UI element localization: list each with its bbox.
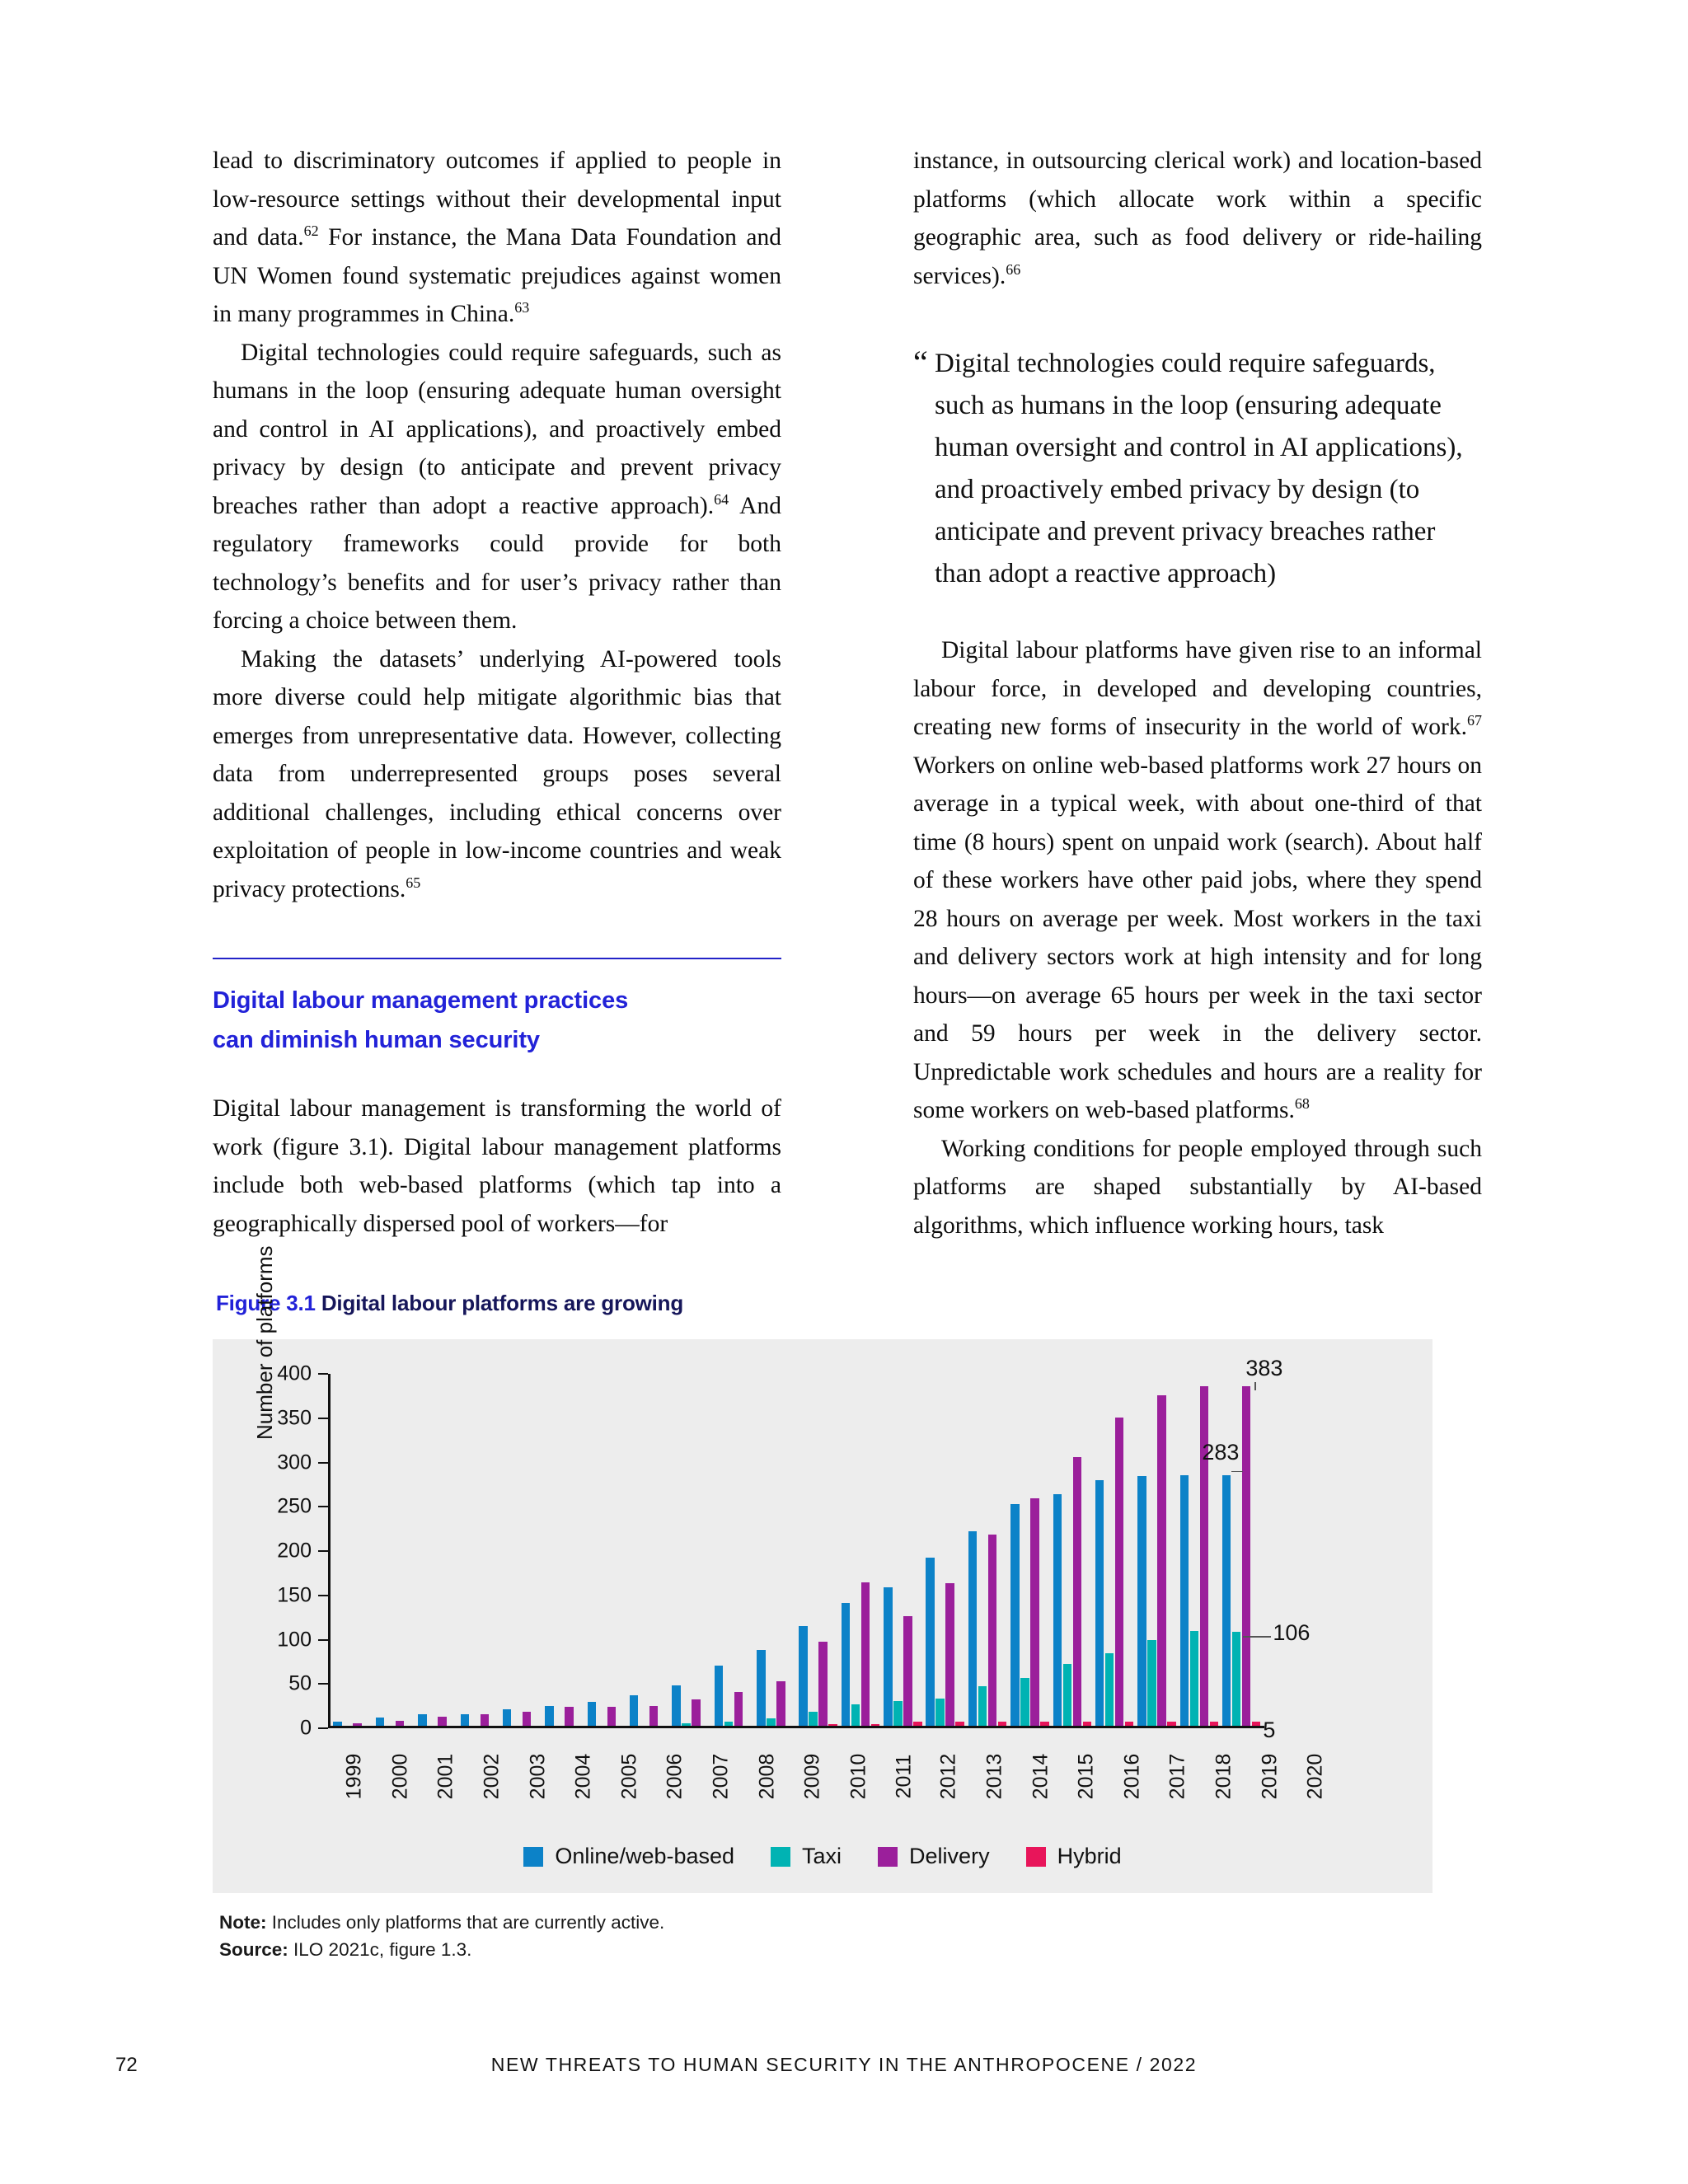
bar-group	[755, 1374, 797, 1726]
x-tick-label: 2006	[663, 1753, 687, 1800]
y-axis-title: Number of platforms	[252, 1245, 277, 1440]
footnote-marker: 65	[406, 874, 421, 891]
legend-item[interactable]	[878, 1844, 990, 1869]
bar	[1105, 1653, 1114, 1726]
leader-line	[1231, 1471, 1243, 1473]
bar	[565, 1707, 574, 1726]
paragraph: Working conditions for people employed through such platforms are shaped substantially by AI-based algorithms, which influence working hours, task	[913, 1135, 1482, 1239]
y-tick	[318, 1639, 328, 1641]
y-tick	[318, 1462, 328, 1464]
x-tick	[652, 1733, 698, 1800]
x-tick	[1018, 1733, 1064, 1800]
bar	[809, 1712, 818, 1726]
x-axis-labels	[331, 1733, 1327, 1800]
paragraph: lead to discriminatory outcomes if applied to people in low-resource settings without their developmental input and data.$^{62}$ For instance, the Mana Data Foundation and UN Women found systematic prejudices against women in many programmes in China.$^{63}$	[213, 148, 781, 327]
bar	[438, 1717, 447, 1726]
bar	[1030, 1498, 1039, 1726]
bar	[607, 1707, 617, 1726]
bar	[828, 1724, 837, 1726]
legend-item[interactable]	[523, 1844, 734, 1869]
bar	[1095, 1480, 1104, 1726]
bar	[903, 1616, 912, 1726]
x-tick-label: 2010	[846, 1753, 870, 1800]
paragraph: Digital labour platforms have given rise to an informal labour force, in developed and developing countries, creating new forms of insecurity in the world of work.$^{67}$ Workers on online web-based platforms work 27 hours on average in a typical week, with about one-third of that time (8 hours) spent on unpaid work (search). About half of these workers have other paid jobs, where they spend 28 hours on average per week. Most workers in the taxi and delivery sectors work at high intensity and for long hours—on average 65 hours per week in the taxi sector and 59 hours per week in the delivery sector. Unpredictable work schedules and hours are a reality for some workers on web-based platforms.$^{68}$	[913, 637, 1482, 1123]
bar	[1232, 1632, 1241, 1726]
bar	[818, 1642, 828, 1726]
footnote-marker: 64	[714, 490, 729, 508]
bar-group	[924, 1374, 966, 1726]
y-tick-label: 350	[277, 1406, 312, 1430]
x-tick	[469, 1733, 515, 1800]
bar	[1157, 1395, 1166, 1726]
x-tick-label: 2020	[1303, 1753, 1327, 1800]
bar	[861, 1582, 870, 1726]
x-tick-label: 2015	[1074, 1753, 1098, 1800]
x-tick	[377, 1733, 424, 1800]
legend-label: Taxi	[802, 1844, 842, 1868]
bar	[672, 1685, 681, 1726]
x-tick-label: 2005	[617, 1753, 641, 1800]
data-label: 283	[1202, 1439, 1240, 1465]
bar	[481, 1714, 490, 1726]
legend-item[interactable]	[771, 1844, 842, 1869]
bar	[1200, 1386, 1209, 1726]
x-tick-label: 2009	[800, 1753, 824, 1800]
legend-swatch	[878, 1847, 898, 1867]
paragraph: Making the datasets’ underlying AI-powered tools more diverse could help mitigate algorithmic bias that emerges from unrepresentative data. However, collecting data from underrepresented groups poses several additional challenges, including ethical concerns over exploitation of people in low-income countries and weak privacy protections.$^{65}$	[213, 645, 781, 902]
bar-group	[585, 1374, 627, 1726]
bar	[588, 1702, 597, 1726]
chart-legend	[213, 1844, 1432, 1869]
legend-label: Hybrid	[1057, 1844, 1122, 1868]
section-title-line-2: can diminish human security	[213, 1027, 540, 1053]
bar-group	[882, 1374, 924, 1726]
x-tick	[882, 1733, 926, 1799]
bar	[757, 1650, 766, 1726]
x-tick-label: 2002	[480, 1753, 504, 1800]
y-tick	[318, 1727, 328, 1729]
bar	[776, 1681, 785, 1726]
source-text: ILO 2021c, figure 1.3.	[288, 1939, 472, 1960]
x-tick-label: 2000	[387, 1753, 411, 1800]
y-tick	[318, 1550, 328, 1552]
bar	[884, 1587, 893, 1726]
bar	[767, 1718, 776, 1726]
section-body	[213, 1090, 781, 1243]
bar	[461, 1714, 470, 1726]
bar-group	[1178, 1374, 1220, 1726]
bar	[842, 1603, 851, 1726]
x-tick-label: 2001	[434, 1753, 457, 1800]
bar	[945, 1583, 954, 1726]
running-footer: NEW THREATS TO HUMAN SECURITY IN THE ANTHROPOCENE / 2022	[490, 2054, 1198, 2075]
bar	[1137, 1476, 1146, 1726]
right-column	[913, 142, 1482, 1244]
bar-group	[331, 1374, 373, 1726]
note-text: Includes only platforms that are currently active.	[266, 1912, 665, 1933]
section-divider	[213, 958, 781, 959]
bar	[1222, 1475, 1231, 1726]
x-tick	[1292, 1733, 1339, 1800]
bar	[1053, 1494, 1062, 1726]
bar	[1252, 1722, 1261, 1726]
data-label: 106	[1273, 1620, 1311, 1646]
bar	[1073, 1457, 1082, 1726]
bar	[734, 1692, 743, 1726]
legend-swatch	[1026, 1847, 1046, 1867]
figure-caption	[216, 1291, 683, 1316]
bar	[1242, 1386, 1251, 1726]
section-heading	[213, 958, 781, 1060]
x-tick-label: 2012	[936, 1753, 960, 1800]
x-tick	[607, 1733, 653, 1800]
x-tick-label: 2019	[1257, 1753, 1281, 1800]
bar	[715, 1666, 724, 1726]
bar	[503, 1709, 512, 1726]
x-tick	[1155, 1733, 1201, 1800]
bar	[926, 1558, 935, 1726]
bar	[988, 1535, 997, 1726]
data-label: 383	[1245, 1356, 1283, 1381]
legend-label: Online/web-based	[555, 1844, 735, 1868]
x-tick	[698, 1733, 744, 1800]
page-number: 72	[115, 2054, 138, 2076]
bar	[799, 1626, 808, 1726]
x-tick-label: 2013	[982, 1753, 1006, 1800]
x-tick-label: 2008	[754, 1753, 778, 1800]
bar-group	[1136, 1374, 1178, 1726]
bar	[1190, 1631, 1199, 1726]
bar	[649, 1706, 659, 1726]
bar	[978, 1686, 987, 1726]
x-tick-label: 2011	[891, 1754, 915, 1799]
y-tick	[318, 1418, 328, 1419]
bar	[1180, 1475, 1189, 1726]
x-tick-label: 2018	[1212, 1753, 1236, 1800]
bar	[724, 1722, 734, 1726]
leader-line	[1254, 1382, 1256, 1390]
bar	[545, 1706, 554, 1726]
bar-group	[458, 1374, 500, 1726]
paragraph: Digital labour management is transforming the world of work (figure 3.1). Digital labour management platforms include both web-based platforms (which tap into a geographically dispersed pool of workers—for	[213, 1095, 781, 1237]
y-tick	[318, 1683, 328, 1685]
plot-area	[277, 1356, 1311, 1742]
bar	[1115, 1418, 1124, 1726]
footnote-marker: 63	[514, 299, 530, 316]
y-tick-label: 200	[277, 1539, 312, 1563]
bar-group	[416, 1374, 458, 1726]
source-line	[219, 1936, 664, 1963]
y-tick-label: 400	[277, 1361, 312, 1385]
footnote-marker: 68	[1294, 1095, 1310, 1113]
legend-label: Delivery	[909, 1844, 990, 1868]
x-tick	[744, 1733, 790, 1800]
leader-line	[1243, 1636, 1271, 1638]
bar	[1020, 1678, 1029, 1726]
bar-group	[500, 1374, 542, 1726]
bar	[682, 1723, 691, 1726]
paragraph: instance, in outsourcing clerical work) and location-based platforms (which allocate work within a specific geographic area, such as food delivery or ride-hailing services).$^{66}$	[913, 148, 1482, 289]
bar	[913, 1722, 922, 1726]
x-tick-label: 2017	[1165, 1753, 1189, 1800]
bar	[418, 1714, 427, 1726]
bar	[353, 1723, 362, 1726]
legend-swatch	[523, 1847, 543, 1867]
section-title-line-1: Digital labour management practices	[213, 987, 629, 1014]
y-tick-label: 0	[300, 1716, 312, 1740]
bar	[893, 1701, 903, 1726]
x-tick	[1201, 1733, 1247, 1800]
y-tick-label: 100	[277, 1628, 312, 1651]
bar	[1040, 1722, 1049, 1726]
y-tick	[318, 1373, 328, 1375]
x-tick	[1063, 1733, 1109, 1800]
y-tick	[318, 1595, 328, 1596]
bar	[1210, 1722, 1219, 1726]
bar-group	[712, 1374, 754, 1726]
bar-group	[1051, 1374, 1093, 1726]
bar	[1010, 1504, 1020, 1726]
bar-group	[543, 1374, 585, 1726]
footnote-marker: 66	[1006, 260, 1021, 278]
bar	[968, 1531, 978, 1727]
x-tick-label: 2016	[1120, 1753, 1144, 1800]
footnote-marker: 62	[303, 223, 319, 240]
pull-quote-text: Digital technologies could require safeguards, such as humans in the loop (ensuring adequate human oversight and control in AI applications), and proactively embed privacy by design (to anticipate and prevent privacy breaches rather than adopt a reactive approach)	[935, 349, 1463, 588]
y-tick	[318, 1506, 328, 1507]
quote-mark-icon: “	[913, 344, 928, 381]
bar	[1125, 1722, 1134, 1726]
bar	[998, 1722, 1007, 1726]
x-tick	[1247, 1733, 1293, 1800]
bar-group	[1093, 1374, 1135, 1726]
bar	[1063, 1664, 1072, 1726]
paragraph: Digital technologies could require safeguards, such as humans in the loop (ensuring adequate human oversight and control in AI applications), and proactively embed privacy by design (to anticipate and prevent privacy breaches rather than adopt a reactive approach).$^{64}$ And regulatory frameworks could provide for both technology’s benefits and for user’s privacy rather than forcing a choice between them.	[213, 339, 781, 634]
pull-quote	[913, 343, 1482, 595]
bar-group	[797, 1374, 839, 1726]
x-tick	[560, 1733, 607, 1800]
x-tick-label: 2007	[709, 1753, 733, 1800]
x-tick	[836, 1733, 882, 1800]
bar	[692, 1699, 701, 1726]
bar-group	[670, 1374, 712, 1726]
x-tick	[423, 1733, 469, 1800]
y-tick-label: 50	[288, 1671, 312, 1695]
x-tick-label: 1999	[342, 1753, 366, 1800]
y-tick-label: 300	[277, 1451, 312, 1474]
legend-swatch	[771, 1847, 790, 1867]
figure-title-text: Digital labour platforms are growing	[321, 1291, 684, 1315]
bar-group	[839, 1374, 881, 1726]
bar-group	[966, 1374, 1008, 1726]
bar	[1147, 1640, 1156, 1726]
bar-group	[1009, 1374, 1051, 1726]
x-tick-label: 2004	[571, 1753, 595, 1800]
x-tick	[515, 1733, 561, 1800]
note-line	[219, 1909, 664, 1936]
y-tick-label: 250	[277, 1494, 312, 1518]
bar	[333, 1722, 342, 1726]
bar	[1083, 1722, 1092, 1726]
figure-number: Figure 3.1	[216, 1291, 316, 1315]
bar-group	[1221, 1374, 1263, 1726]
left-column	[213, 142, 781, 1244]
x-tick	[926, 1733, 972, 1800]
bar	[871, 1724, 880, 1726]
data-label: 5	[1263, 1717, 1276, 1742]
footnote-marker: 67	[1467, 712, 1482, 729]
y-tick-label: 150	[277, 1583, 312, 1607]
source-label: Source:	[219, 1939, 288, 1960]
bar	[396, 1721, 405, 1726]
bar-group	[373, 1374, 415, 1726]
bar	[376, 1718, 385, 1726]
x-tick	[972, 1733, 1018, 1800]
x-tick	[790, 1733, 836, 1800]
x-tick	[1109, 1733, 1156, 1800]
bar	[523, 1712, 532, 1726]
legend-item[interactable]	[1026, 1844, 1122, 1869]
bar-series-container	[331, 1374, 1263, 1726]
text-columns	[213, 142, 1482, 1244]
x-tick-label: 2014	[1028, 1753, 1052, 1800]
bar-group	[628, 1374, 670, 1726]
x-tick-label: 2003	[525, 1753, 549, 1800]
figure-notes	[219, 1909, 664, 1963]
bar	[851, 1704, 860, 1726]
bar	[935, 1699, 945, 1726]
note-label: Note:	[219, 1912, 267, 1933]
bar	[955, 1722, 964, 1726]
x-tick	[331, 1733, 377, 1800]
bar	[630, 1695, 639, 1726]
bar	[1167, 1722, 1176, 1726]
